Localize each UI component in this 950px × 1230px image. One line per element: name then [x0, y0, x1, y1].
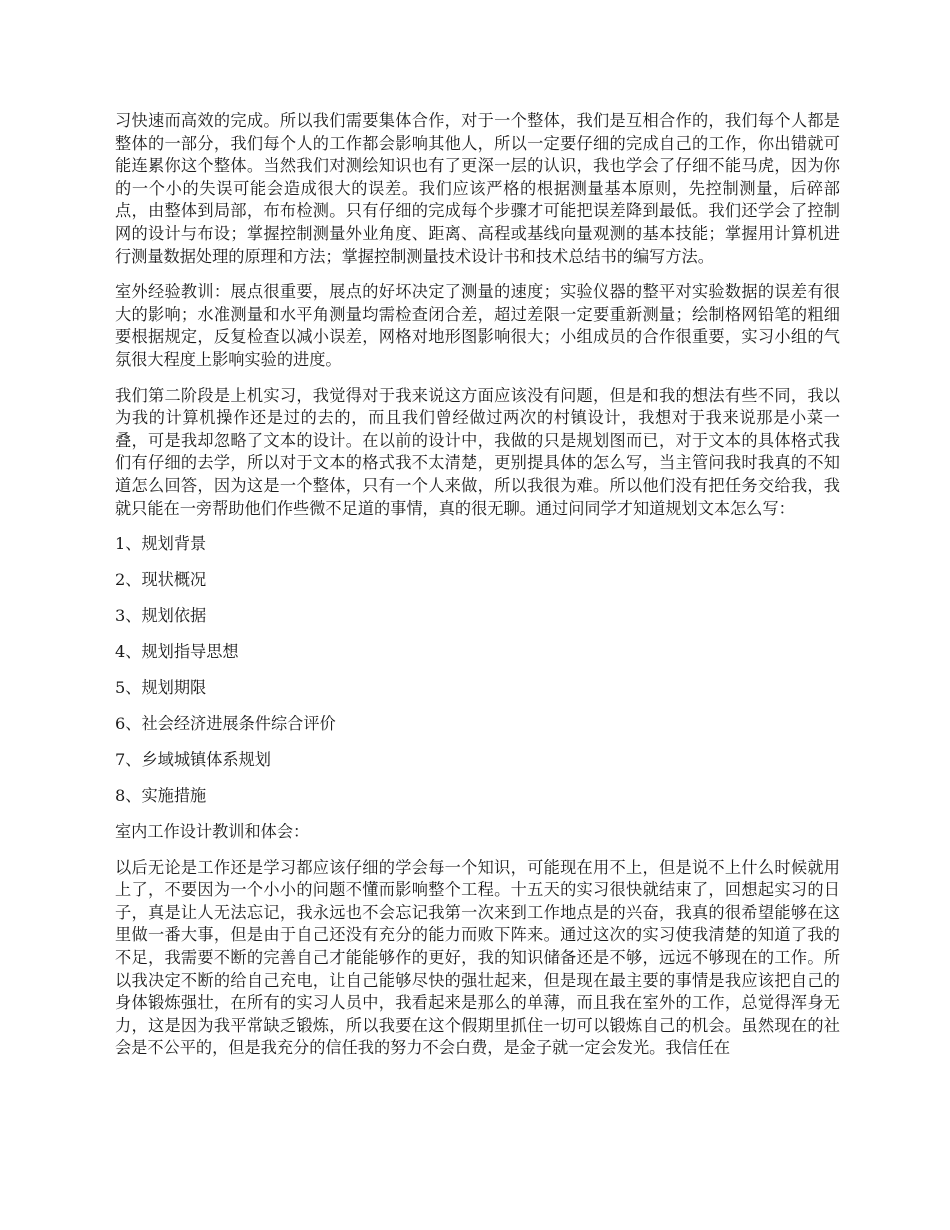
paragraph-reflection: 以后无论是工作还是学习都应该仔细的学会每一个知识，可能现在用不上，但是说不上什么时候就用上了，不要因为一个小小的问题不懂而影响整个工程。十五天的实习很快就结束了，回想起实习的日子，真是让人无法忘记，我永远也不会忘记我第一次来到工作地点是的兴奋，我真的很希望能够在这里做一番大事，但是由于自己还没有充分的能力而败下阵来。通过这次的实习使我清楚的知道了我的不足，我需要不断的完善自己才能能够作的更好，我的知识储备还是不够，远远不够现在的工作。所以我决定不断的给自己充电，让自己能够尽快的强壮起来，但是现在最主要的事情是我应该把自己的身体锻炼强壮，在所有的实习人员中，我看起来是那么的单薄，而且我在室外的工作，总觉得浑身无力，这是因为我平常缺乏锻炼，所以我要在这个假期里抓住一切可以锻炼自己的机会。虽然现在的社会是不公平的，但是我充分的信任我的努力不会白费，是金子就一定会发光。我信任在	[115, 857, 840, 1058]
list-item: 2、现状概况	[115, 570, 207, 590]
planning-text-list	[115, 533, 840, 807]
list-item: 8、实施措施	[115, 785, 207, 805]
paragraph-teamwork: 习快速而高效的完成。所以我们需要集体合作，对于一个整体，我们是互相合作的，我们每个人都是整体的一部分，我们每个人的工作都会影响其他人，所以一定要仔细的完成自己的工作，你出错就可能连累你这个整体。当然我们对测绘知识也有了更深一层的认识，我也学会了仔细不能马虎，因为你的一个小的失误可能会造成很大的误差。我们应该严格的根据测量基本原则，先控制测量，后碎部点，由整体到局部，布布检测。只有仔细的完成每个步骤才可能把误差降到最低。我们还学会了控制网的设计与布设；掌握控制测量外业角度、距离、高程或基线向量观测的基本技能；掌握用计算机进行测量数据处理的原理和方法；掌握控制测量技术设计书和技术总结书的编写方法。	[115, 111, 840, 266]
paragraph-outdoor-lessons: 室外经验教训：展点很重要，展点的好坏决定了测量的速度；实验仪器的整平对实验数据的误差有很大的影响；水准测量和水平角测量均需检查闭合差，超过差限一定要重新测量；绘制格网铅笔的粗细要根据规定，反复检查以减小误差，网格对地形图影响很大；小组成员的合作很重要，实习小组的气氛很大程度上影响实验的进度。	[115, 282, 840, 369]
list-item: 7、乡域城镇体系规划	[115, 750, 271, 769]
list-item: 6、社会经济进展条件综合评价	[115, 714, 336, 734]
section-heading-indoor: 室内工作设计教训和体会：	[115, 821, 310, 841]
document-page	[115, 110, 840, 1073]
list-item: 5、规划期限	[115, 678, 207, 698]
list-item: 1、规划背景	[115, 534, 207, 554]
list-item: 4、规划指导思想	[115, 642, 239, 662]
paragraph-computer-practice: 我们第二阶段是上机实习，我觉得对于我来说这方面应该没有问题，但是和我的想法有些不同，我以为我的计算机操作还是过的去的，而且我们曾经做过两次的村镇设计，我想对于我来说那是小菜一叠，可是我却忽略了文本的设计。在以前的设计中，我做的只是规划图而已，对于文本的具体格式我们有仔细的去学，所以对于文本的格式我不太清楚，更别提具体的怎么写，当主管问我时我真的不知道怎么回答，因为这是一个整体，只有一个人来做，所以我很为难。所以他们没有把任务交给我，我就只能在一旁帮助他们作些微不足道的事情，真的很无聊。通过问同学才知道规划文本怎么写：	[115, 385, 840, 518]
list-item: 3、规划依据	[115, 606, 207, 626]
